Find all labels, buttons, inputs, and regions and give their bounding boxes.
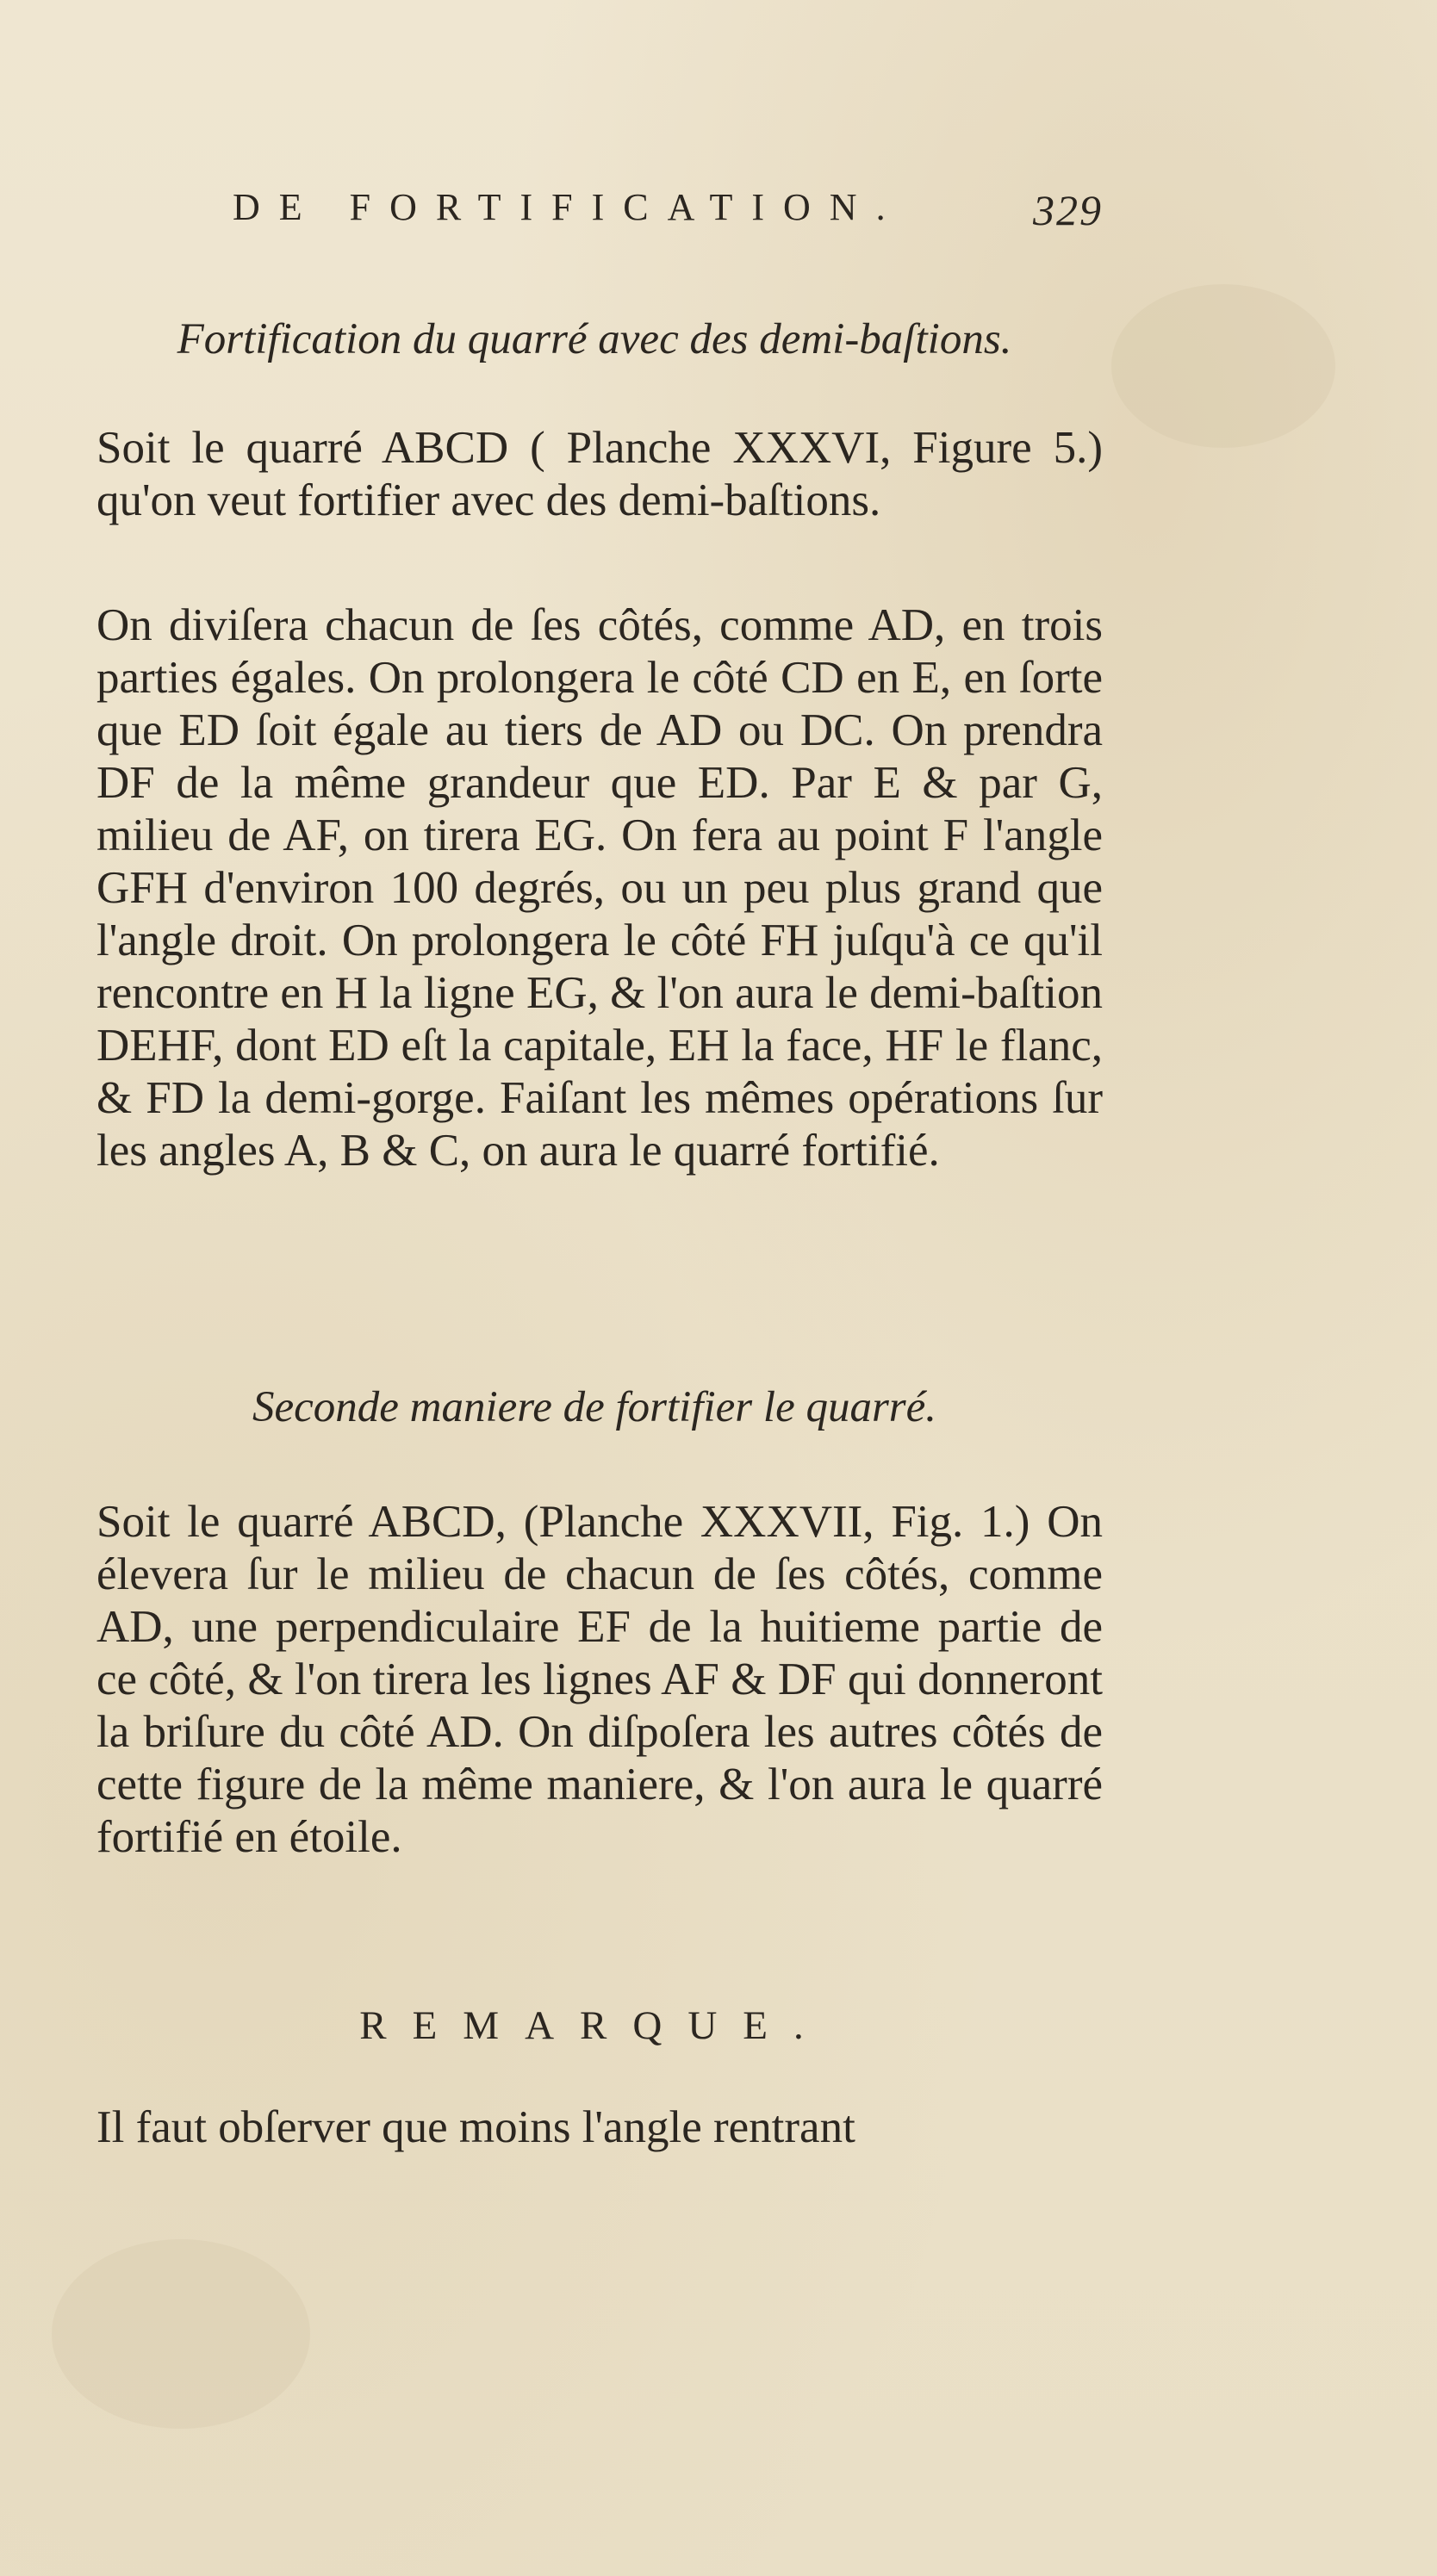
paragraph-text: On diviſera chacun de ſes côtés, comme AD, en trois parties égales. On prolongera le côté CD en E, en ſorte que ED ſoit égale au tiers de AD ou DC. On prendra DF de la même grandeur que ED. Par E & par G, milieu de AF, on tirera EG. On fera au point F l'angle GFH d'environ 100 degrés, ou un peu plus grand que l'angle droit. On prolongera le côté FH juſqu'à ce qu'il rencontre en H la ligne EG, & l'on aura le demi-baſtion DEHF, dont ED eſt la capitale, EH la face, HF le flanc, & FD la demi-gorge. Faiſant les mêmes opérations ſur les angles A, B & C, on aura le quarré fortifié. [96, 600, 1103, 1176]
section-heading: Fortification du quarré avec des demi-baſtions. [177, 315, 1012, 363]
paper-stain [52, 2239, 310, 2429]
running-title: DE FORTIFICATION. [233, 186, 905, 228]
paragraph [96, 2101, 1103, 2154]
paragraph-text: Il faut obſerver que moins l'angle rentrant [96, 2102, 855, 2152]
paragraph [96, 1496, 1103, 1864]
paragraph-text: Soit le quarré ABCD ( Planche XXXVI, Figure 5.) qu'on veut fortifier avec des demi-baſtions. [96, 423, 1103, 525]
paper-stain [1111, 284, 1335, 448]
running-head [233, 185, 1103, 237]
paragraph [96, 599, 1103, 1177]
section-heading: Seconde maniere de fortifier le quarré. [252, 1383, 937, 1431]
paragraph-text: Soit le quarré ABCD, (Planche XXXVII, Fig. 1.) On élevera ſur le milieu de chacun de ſes côtés, comme AD, une perpendiculaire EF de la huitieme partie de ce côté, & l'on tirera les lignes AF & DF qui donneront la briſure du côté AD. On diſpoſera les autres côtés de cette figure de la même maniere, & l'on aura le quarré fortifié en étoile. [96, 1497, 1103, 1862]
page-number: 329 [1033, 186, 1103, 234]
remarque-heading: REMARQUE. [359, 2003, 830, 2048]
paragraph [96, 422, 1103, 527]
